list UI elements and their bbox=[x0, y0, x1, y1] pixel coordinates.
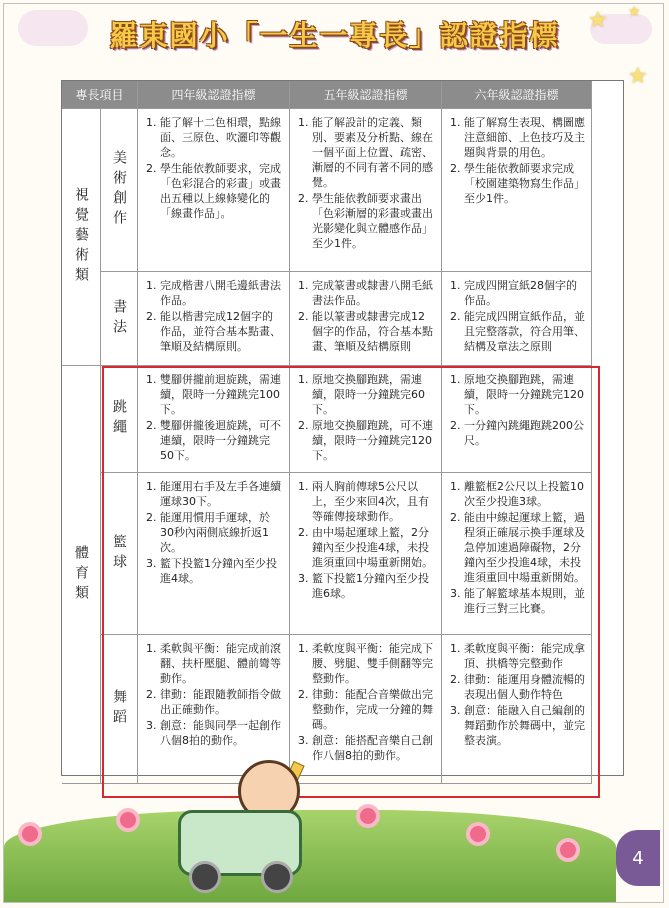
criterion: 1. 柔軟與平衡：能完成前滾翻、扶杆壓腿、體前彎等動作。 bbox=[160, 641, 283, 686]
criterion: 1. 原地交換腳跑跳，需連續，限時一分鐘跳完60下。 bbox=[312, 372, 435, 417]
criterion: 2. 原地交換腳跑跳，可不連續，限時一分鐘跳完120下。 bbox=[312, 418, 435, 463]
criterion: 2. 能以楷書完成12個字的作品，並符合基本點畫、筆順及結構原則。 bbox=[160, 309, 283, 354]
criterion: 2. 學生能依教師要求，完成「色彩混合的彩畫」或畫出五種以上線條變化的「線畫作品」。 bbox=[160, 161, 283, 221]
header-grade4: 四年級認證指標 bbox=[138, 81, 290, 109]
criterion: 2. 律動：能跟隨教師指令做出正確動作。 bbox=[160, 687, 283, 717]
art-grade5-cell bbox=[290, 109, 442, 272]
basketball-grade4-cell bbox=[138, 473, 290, 635]
criterion: 2. 能由中線起運球上籃，過程須正確展示換手運球及急停加速過障礙物，2分鐘內至少投進4球，未投進須重回中場重新開始。 bbox=[464, 510, 585, 585]
certification-table bbox=[61, 80, 624, 776]
criterion: 2. 雙腳併攏後迴旋跳，可不連續，限時一分鐘跳完50下。 bbox=[160, 418, 283, 463]
page-number: 4 bbox=[616, 830, 660, 886]
jumprope-grade4-cell bbox=[138, 366, 290, 473]
criterion: 1. 能運用右手及左手各連續運球30下。 bbox=[160, 479, 283, 509]
grass-illustration bbox=[4, 810, 616, 902]
item-basketball: 籃球 bbox=[101, 473, 138, 635]
header-grade6: 六年級認證指標 bbox=[442, 81, 592, 109]
criterion: 2. 學生能依教師要求畫出「色彩漸層的彩畫或畫出光影變化與立體感作品」至少1件。 bbox=[312, 191, 435, 251]
criterion: 1. 完成四開宣紙28個字的作品。 bbox=[464, 278, 585, 308]
criterion: 3. 創意：能融入自己編創的舞蹈動作於舞碼中，並完整表演。 bbox=[464, 703, 585, 748]
criterion: 2. 由中場起運球上籃，2分鐘內至少投進4球，未投進須重回中場重新開始。 bbox=[312, 525, 435, 570]
calligraphy-grade4-cell bbox=[138, 272, 290, 366]
criterion: 1. 完成篆書或隸書八開毛紙書法作品。 bbox=[312, 278, 435, 308]
criterion: 1. 兩人胸前傳球5公尺以上，至少來回4次，且有等確傳接球動作。 bbox=[312, 479, 435, 524]
criterion: 1. 離籃框2公尺以上投籃10次至少投進3球。 bbox=[464, 479, 585, 509]
criterion: 2. 能運用慣用手運球，於30秒內兩側底線折返1次。 bbox=[160, 510, 283, 555]
page-title: 羅東國小「一生一專長」認證指標 bbox=[109, 19, 560, 52]
criterion: 1. 能了解寫生表現、構圖應注意細節、上色技巧及主題與背景的用色。 bbox=[464, 115, 585, 160]
header-grade5: 五年級認證指標 bbox=[290, 81, 442, 109]
star-icon: ★ bbox=[628, 4, 641, 20]
item-jump-rope: 跳繩 bbox=[101, 366, 138, 473]
criterion: 3. 能了解籃球基本規則，並進行三對三比賽。 bbox=[464, 586, 585, 616]
category-visual-arts: 視覺藝術類 bbox=[62, 109, 101, 366]
item-calligraphy: 書法 bbox=[101, 272, 138, 366]
criterion: 2. 律動：能配合音樂做出完整動作，完成一分鐘的舞碼。 bbox=[312, 687, 435, 732]
criterion: 2. 律動：能運用身體流暢的表現出個人動作特色 bbox=[464, 672, 585, 702]
criterion: 1. 能了解十二色相環，點線面、三原色、吹灑印等觀念。 bbox=[160, 115, 283, 160]
criterion: 2. 一分鐘內跳繩跑跳200公尺。 bbox=[464, 418, 585, 448]
criterion: 1. 完成楷書八開毛邊紙書法作品。 bbox=[160, 278, 283, 308]
criterion: 1. 柔軟度與平衡：能完成拿頂、拱橋等完整動作 bbox=[464, 641, 585, 671]
car-illustration bbox=[178, 810, 302, 876]
jumprope-grade5-cell bbox=[290, 366, 442, 473]
dance-grade6-cell bbox=[442, 635, 592, 784]
wheel-icon bbox=[189, 861, 221, 893]
basketball-grade6-cell bbox=[442, 473, 592, 635]
calligraphy-grade6-cell bbox=[442, 272, 592, 366]
criterion: 3. 創意：能與同學一起創作八個8拍的動作。 bbox=[160, 718, 283, 748]
criterion: 2. 能完成四開宣紙作品，並且完整落款，符合用筆、結構及章法之原則 bbox=[464, 309, 585, 354]
item-art-creation: 美術創作 bbox=[101, 109, 138, 272]
category-sports: 體育類 bbox=[62, 366, 101, 784]
flower-icon bbox=[560, 842, 576, 858]
dance-grade5-cell bbox=[290, 635, 442, 784]
item-dance: 舞蹈 bbox=[101, 635, 138, 784]
flower-icon bbox=[120, 812, 136, 828]
criterion: 2. 學生能依教師要求完成「校園建築物寫生作品」至少1件。 bbox=[464, 161, 585, 206]
flower-icon bbox=[22, 826, 38, 842]
star-icon: ★ bbox=[628, 64, 648, 89]
star-icon: ★ bbox=[588, 8, 608, 33]
criterion: 3. 創意：能搭配音樂自己創作八個8拍的動作。 bbox=[312, 733, 435, 763]
header-item: 專長項目 bbox=[62, 81, 138, 109]
wheel-icon bbox=[261, 861, 293, 893]
art-grade4-cell bbox=[138, 109, 290, 272]
criterion: 3. 籃下投籃1分鐘內至少投進4球。 bbox=[160, 556, 283, 586]
criterion: 1. 柔軟度與平衡：能完成下腰、劈腿、雙手側翻等完整動作。 bbox=[312, 641, 435, 686]
flower-icon bbox=[360, 808, 376, 824]
criterion: 1. 原地交換腳跑跳，需連續，限時一分鐘跳完120下。 bbox=[464, 372, 585, 417]
art-grade6-cell bbox=[442, 109, 592, 272]
criterion: 1. 能了解設計的定義、類別、要素及分析點、線在一個平面上位置、疏密、漸層的不同有著不同的感覺。 bbox=[312, 115, 435, 190]
calligraphy-grade5-cell bbox=[290, 272, 442, 366]
criterion: 3. 籃下投籃1分鐘內至少投進6球。 bbox=[312, 571, 435, 601]
criterion: 2. 能以篆書或隸書完成12個字的作品，符合基本點畫、筆順及結構原則 bbox=[312, 309, 435, 354]
basketball-grade5-cell bbox=[290, 473, 442, 635]
jumprope-grade6-cell bbox=[442, 366, 592, 473]
criterion: 1. 雙腳併攏前迴旋跳，需連續，限時一分鐘跳完100下。 bbox=[160, 372, 283, 417]
flower-icon bbox=[470, 826, 486, 842]
